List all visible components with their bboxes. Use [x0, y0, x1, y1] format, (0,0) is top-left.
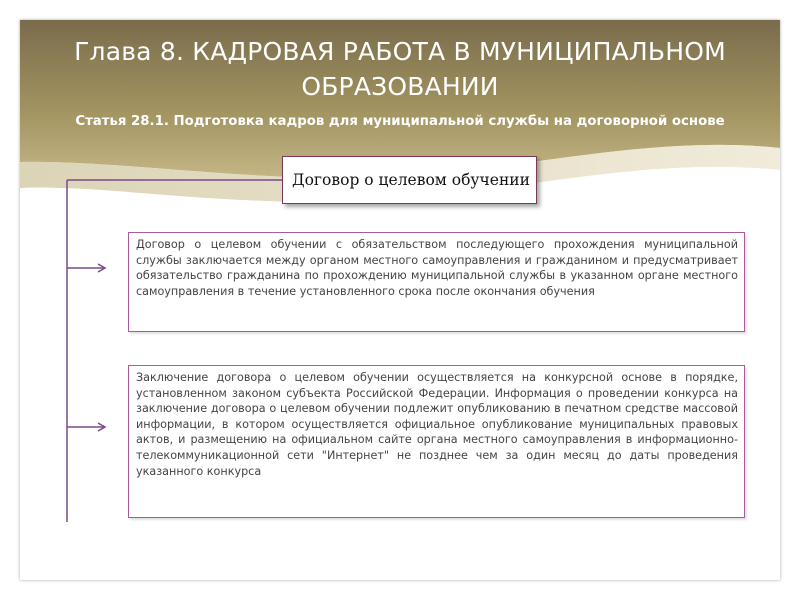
slide-subtitle: Статья 28.1. Подготовка кадров для муниципальной службы на договорной основе	[75, 114, 725, 129]
info-block-text: Заключение договора о целевом обучении осуществляется на конкурсной основе в порядке, установленном законом субъекта Российской Федерации. Информация о проведении конкурса на заключение договора о целевом обучении подлежит опубликованию в печатном средстве массовой информации, в котором осуществляется официальное опубликование муниципальных правовых актов, и размещению на официальном сайте органа местного самоуправления в информационно-телекоммуникационной сети "Интернет" не позднее чем за один месяц до даты проведения указанного конкурса	[136, 371, 738, 478]
info-block-text: Договор о целевом обучении с обязательством последующего прохождения муниципальной службы заключается между органом местного самоуправления и гражданином и предусматривает обязательство гражданина по прохождению муниципальной службы в указанном органе местного самоуправления в течение установленного срока после окончания обучения	[136, 238, 738, 298]
info-block-contract-terms	[128, 232, 745, 332]
diagram-heading-box	[282, 156, 537, 204]
arrow-to-block-2-icon	[67, 423, 105, 431]
slide	[20, 20, 780, 580]
diagram-heading-text: Договор о целевом обучении	[292, 171, 530, 189]
arrow-to-block-1-icon	[67, 264, 105, 272]
info-block-competition	[128, 365, 745, 518]
slide-title: Глава 8. КАДРОВАЯ РАБОТА В МУНИЦИПАЛЬНОМ ОБРАЗОВАНИИ	[74, 37, 726, 101]
